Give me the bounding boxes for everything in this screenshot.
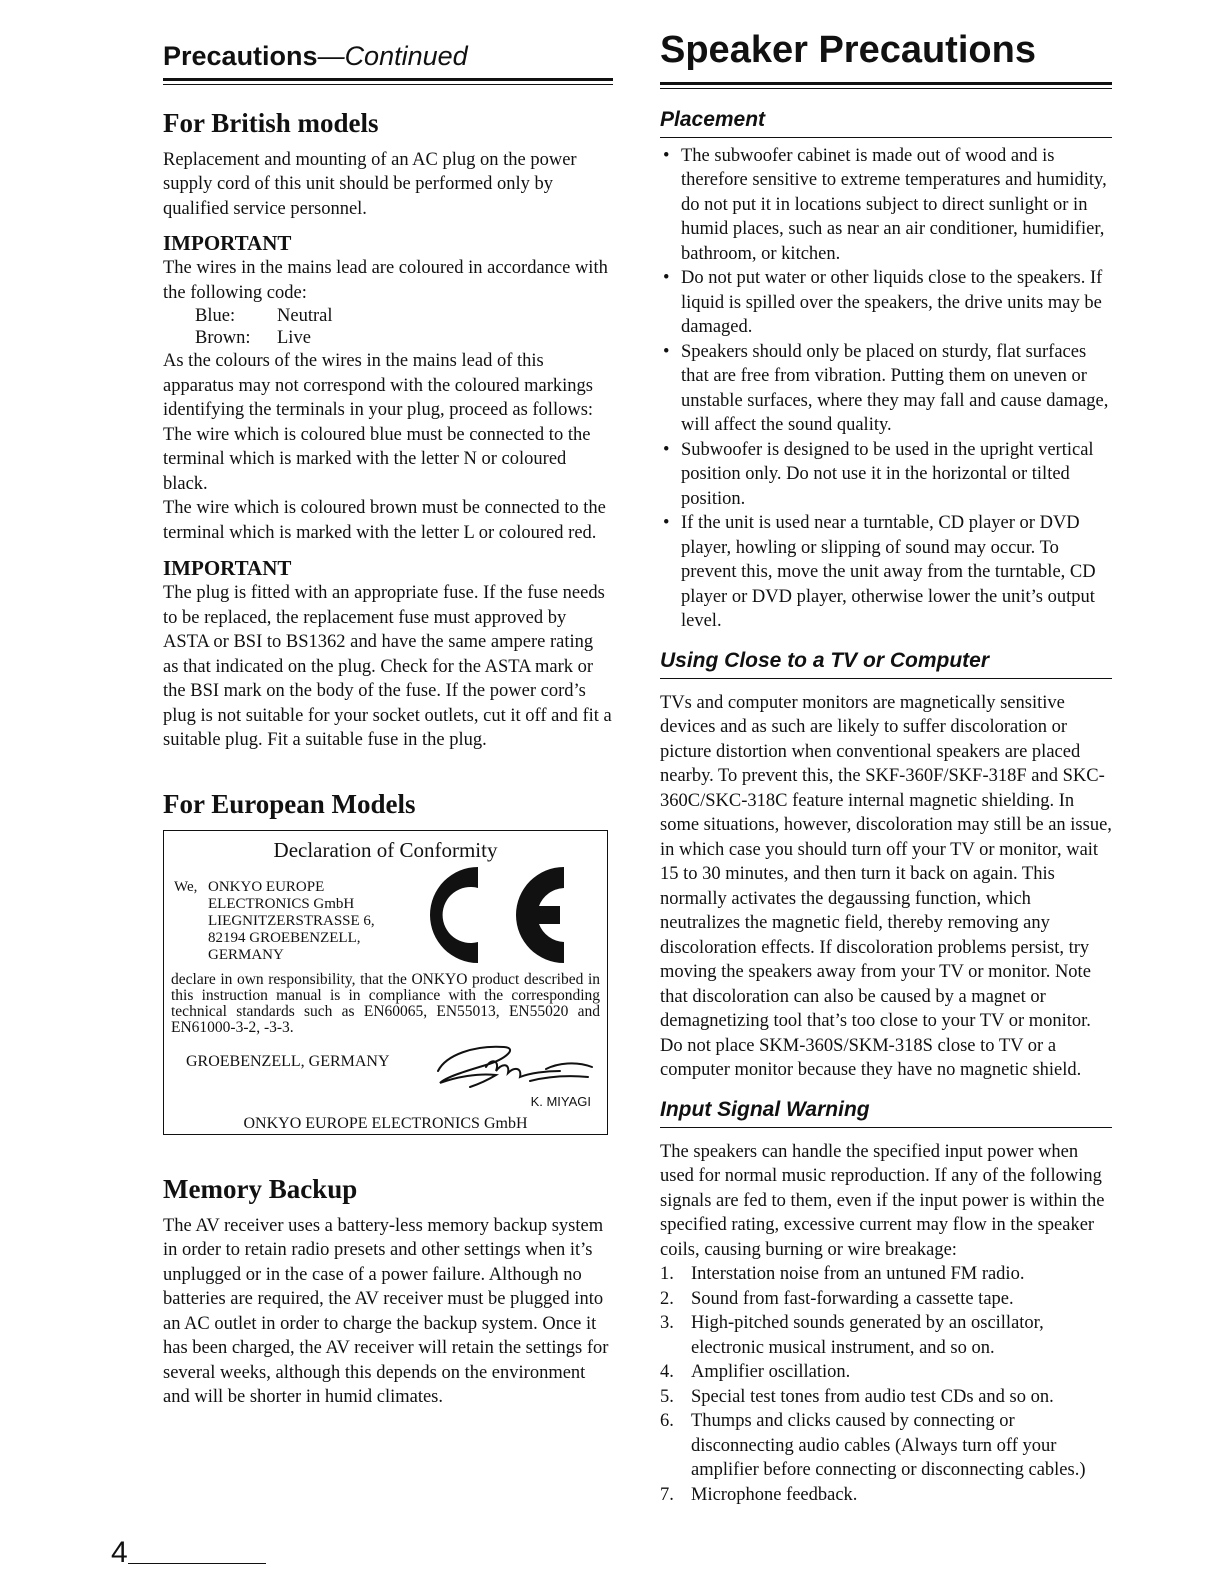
placement-section — [660, 107, 1112, 634]
british-paragraph: As the colours of the wires in the mains lead of this apparatus may not correspond with the coloured markings identifying the terminals in your plug, proceed as follows: — [163, 351, 594, 421]
list-item — [660, 1287, 1112, 1312]
list-item: • The subwoofer cabinet is made out of wood and is therefore sensitive to extreme temperatures and humidity, do not put it in locations subject to direct sunlight or in humid places, such as near an air conditioner, humidifier, bathroom, or kitchen. — [660, 144, 1112, 267]
wire-code-row — [163, 305, 613, 327]
wire-meaning: Live — [277, 328, 311, 349]
wire-code-intro: The wires in the mains lead are coloured in accordance with the following code: — [163, 258, 608, 303]
item-text: Thumps and clicks caused by connecting or disconnecting audio cables (Always turn off your amplifier before connecting or disconnecting cables.) — [691, 1411, 1086, 1481]
header-double-rule — [163, 78, 613, 85]
declaration-of-conformity-box — [163, 830, 608, 1135]
tv-paragraph: TVs and computer monitors are magnetically sensitive devices and as such are likely to suffer discoloration or picture distortion when conventional speakers are placed nearby. To prevent this, the SKF-360F/SKF-318F and SKC-360C/SKC-318C feature internal magnetic shielding. In some situations, however, discoloration may still be an issue, in which case you should turn off your TV or monitor, wait 15 to 30 minutes, and then turn it back on again. This normally activates the degaussing function, which neutralizes the magnetic field, thereby removing any discoloration effects. If discoloration problems persist, try moving the speakers away from your TV or monitor. Note that discoloration can also be caused by a magnet or demagnetizing tool that’s too close to your TV or monitor. — [660, 692, 1112, 1032]
ce-mark-logo — [426, 863, 576, 967]
item-number: 7. — [660, 1484, 674, 1505]
placement-title: Placement — [660, 107, 766, 131]
input-signal-rule — [660, 1127, 1112, 1128]
handwritten-signature — [426, 1037, 594, 1097]
tv-computer-rule — [660, 678, 1112, 679]
input-signal-list — [660, 1262, 1112, 1507]
tv-computer-section — [660, 648, 1112, 1083]
important-heading-2: IMPORTANT — [163, 556, 292, 581]
british-models-title: For British models — [163, 108, 379, 139]
item-number: 5. — [660, 1386, 674, 1407]
item-text: Interstation noise from an untuned FM radio. — [691, 1264, 1025, 1285]
declaration-we: We, — [174, 879, 198, 896]
address-line: ELECTRONICS GmbH — [208, 896, 355, 913]
british-intro: Replacement and mounting of an AC plug on the power supply cord of this unit should be performed only by qualified service personnel. — [163, 149, 577, 219]
list-item: • Speakers should only be placed on sturdy, flat surfaces that are free from vibration. Putting them on uneven or unstable surfaces, where they may fall and cause damage, will affect the sound quality. — [660, 340, 1112, 438]
declaration-text: declare in own responsibility, that the ONKYO product described in this instruction manual is in compliance with the corresponding technical standards such as EN60065, EN55013, EN55020 and EN61000-3-2, -3-3. — [171, 971, 600, 1037]
british-models-section — [163, 107, 613, 752]
important-heading-1: IMPORTANT — [163, 231, 292, 256]
address-line: 82194 GROEBENZELL, — [208, 930, 361, 947]
memory-backup-title: Memory Backup — [163, 1174, 358, 1205]
title-double-rule — [660, 82, 1112, 89]
address-line: GERMANY — [208, 947, 284, 964]
tv-computer-title: Using Close to a TV or Computer — [660, 648, 990, 672]
page-number-rule — [128, 1563, 266, 1564]
item-number: 2. — [660, 1288, 674, 1309]
wire-meaning: Neutral — [277, 306, 333, 327]
list-item: • Do not put water or other liquids close to the speakers. If liquid is spilled over the speakers, the drive units may be damaged. — [660, 266, 1112, 340]
placement-list — [660, 144, 1112, 634]
input-signal-intro: The speakers can handle the specified input power when used for normal music reproduction. If any of the following signals are fed to them, even if the input power is within the specified rating, excessive current may flow in the speaker coils, causing burning or wire breakage: — [660, 1141, 1105, 1260]
item-text: Amplifier oscillation. — [691, 1362, 851, 1383]
list-item — [660, 1483, 1112, 1508]
memory-backup-text: The AV receiver uses a battery-less memory backup system in order to retain radio presets and other settings when it’s unplugged or in the case of a power failure. Although no batteries are required, the AV receiver must be plugged into an AC outlet in order to charge the backup system. Once it has been charged, the AV receiver will retain the settings for several weeks, although this depends on the environment and will be shorter in humid climates. — [163, 1215, 609, 1408]
declaration-company: ONKYO EUROPE ELECTRONICS GmbH — [243, 1115, 528, 1133]
item-text: Special test tones from audio test CDs and so on. — [691, 1386, 1054, 1407]
list-item — [660, 1360, 1112, 1385]
european-models-section — [163, 788, 613, 1135]
left-column — [163, 40, 613, 1410]
wire-color: Blue: — [195, 306, 236, 327]
input-signal-title: Input Signal Warning — [660, 1097, 870, 1121]
declaration-address — [174, 879, 375, 964]
page-number: 4 — [111, 1536, 128, 1569]
fuse-paragraph: The plug is fitted with an appropriate fuse. If the fuse needs to be replaced, the replacement fuse must approved by ASTA or BSI to BS1362 and have the same ampere rating as that indicated on the plug. Check for the ASTA mark or the BSI mark on the body of the fuse. If the power cord’s plug is not suitable for your socket outlets, cut it off and fit a suitable plug. Fit a suitable fuse in the plug. — [163, 583, 612, 751]
british-paragraph: The wire which is coloured brown must be connected to the terminal which is marked with the letter L or coloured red. — [163, 498, 606, 543]
item-number: 4. — [660, 1362, 674, 1383]
list-item — [660, 1385, 1112, 1410]
item-text: Sound from fast-forwarding a cassette tape. — [691, 1288, 1014, 1309]
tv-paragraph: Do not place SKM-360S/SKM-318S close to TV or a computer monitor because they have no magnetic shield. — [660, 1035, 1082, 1081]
wire-code-row — [163, 327, 613, 349]
item-number: 6. — [660, 1411, 674, 1432]
british-paragraph: The wire which is coloured blue must be connected to the terminal which is marked with the letter N or coloured black. — [163, 424, 591, 494]
address-line: ONKYO EUROPE — [208, 879, 325, 896]
list-item — [660, 1311, 1112, 1360]
right-column — [660, 28, 1112, 1507]
page-title: Speaker Precautions — [660, 29, 1036, 71]
item-number: 1. — [660, 1264, 674, 1285]
declaration-place: GROEBENZELL, GERMANY — [186, 1053, 390, 1071]
list-item: • If the unit is used near a turntable, CD player or DVD player, howling or slipping of sound may occur. To prevent this, move the unit away from the turntable, CD player or DVD player, otherwise lower the unit’s output level. — [660, 511, 1112, 634]
continued-page-header — [163, 40, 613, 72]
wire-color: Brown: — [195, 328, 251, 349]
item-text: High-pitched sounds generated by an oscillator, electronic musical instrument, and so on. — [691, 1313, 1044, 1358]
list-item — [660, 1262, 1112, 1287]
list-item: • Subwoofer is designed to be used in the upright vertical position only. Do not use it in the horizontal or tilted position. — [660, 438, 1112, 512]
declaration-signer: K. MIYAGI — [530, 1094, 591, 1110]
memory-backup-section — [163, 1173, 613, 1409]
address-line: LIEGNITZERSTRASSE 6, — [208, 913, 375, 930]
list-item — [660, 1409, 1112, 1483]
declaration-title: Declaration of Conformity — [273, 838, 498, 863]
placement-rule — [660, 137, 1112, 138]
header-main: Precautions — [163, 41, 318, 71]
item-text: Microphone feedback. — [691, 1484, 858, 1505]
item-number: 3. — [660, 1313, 674, 1334]
header-continued: —Continued — [317, 41, 468, 71]
input-signal-section — [660, 1097, 1112, 1508]
european-models-title: For European Models — [163, 788, 416, 819]
